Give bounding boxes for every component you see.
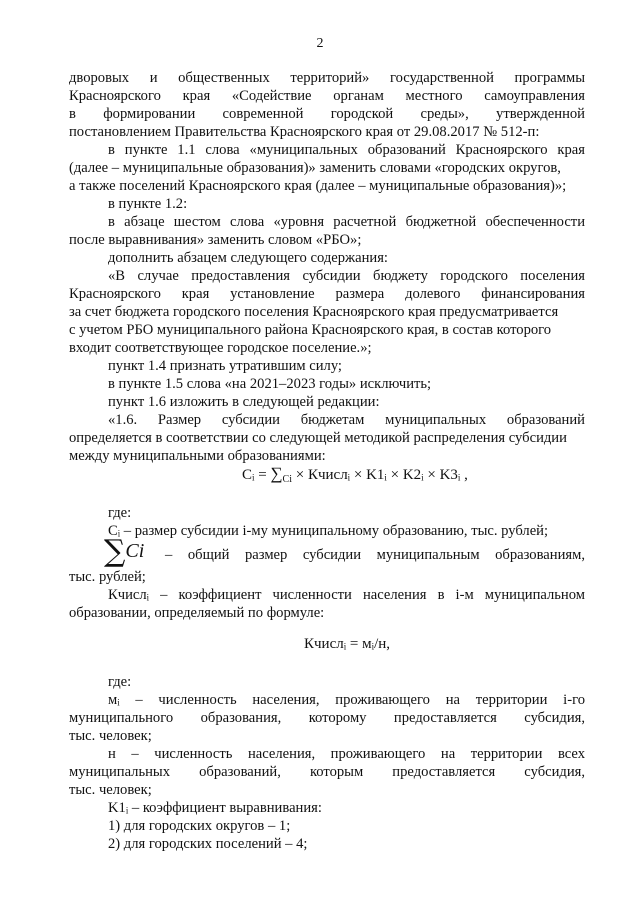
paragraph-line: тыс. человек; xyxy=(69,728,152,744)
paragraph-line: где: xyxy=(108,674,132,690)
formula-main xyxy=(242,464,468,485)
formula-rhs: × Кчислᵢ × K1ᵢ × K2ᵢ × K3ᵢ , xyxy=(292,467,468,483)
paragraph-line: муниципального образования, которому предоставляется субсидия, xyxy=(69,710,585,726)
paragraph-line: дворовых и общественных территорий» государственной программы xyxy=(69,70,585,86)
paragraph-line: в пункте 1.1 слова «муниципальных образований Красноярского края xyxy=(108,142,585,158)
ci-glyph: Ci xyxy=(125,540,145,562)
paragraph-line: в пункте 1.2: xyxy=(108,196,188,212)
sum-subscript: Ci xyxy=(282,474,292,485)
paragraph-line: между муниципальными образованиями: xyxy=(69,448,326,464)
paragraph-line: Красноярского края «Содействие органам местного самоуправления xyxy=(69,88,585,104)
paragraph-line: 2) для городских поселений – 4; xyxy=(108,836,308,852)
paragraph-line: дополнить абзацем следующего содержания: xyxy=(108,250,388,266)
paragraph-line: 1) для городских округов – 1; xyxy=(108,818,291,834)
paragraph-line: «1.6. Размер субсидии бюджетам муниципальных образований xyxy=(108,412,585,428)
paragraph-line: где: xyxy=(108,505,132,521)
paragraph-line: в формировании современной городской среды», утвержденной xyxy=(69,106,585,122)
paragraph-line: Красноярского края установление размера долевого финансирования xyxy=(69,286,585,302)
paragraph-line: определяется в соответствии со следующей методикой распределения субсидии xyxy=(69,430,567,446)
paragraph-line: входит соответствующее городское поселение.»; xyxy=(69,340,372,356)
paragraph-line: Кчислᵢ – коэффициент численности населения в i-м муниципальном xyxy=(108,587,585,603)
paragraph-line: за счет бюджета городского поселения Красноярского края предусматривается xyxy=(69,304,559,320)
paragraph-line: «В случае предоставления субсидии бюджету городского поселения xyxy=(108,268,585,284)
paragraph-line: – общий размер субсидии муниципальным образованиям, xyxy=(165,547,585,563)
paragraph-line: пункт 1.4 признать утратившим силу; xyxy=(108,358,342,374)
paragraph-line: (далее – муниципальные образования)» заменить словами «городских округов, xyxy=(69,160,561,176)
paragraph-line: н – численность населения, проживающего на территории всех xyxy=(108,746,585,762)
paragraph-line: с учетом РБО муниципального района Красноярского края, в состав которого xyxy=(69,322,552,338)
paragraph-line: пункт 1.6 изложить в следующей редакции: xyxy=(108,394,380,410)
paragraph-line: постановлением Правительства Красноярского края от 29.08.2017 № 512-п: xyxy=(69,124,540,140)
paragraph-line: в пункте 1.5 слова «на 2021–2023 годы» исключить; xyxy=(108,376,432,392)
paragraph-line: Cᵢ – размер субсидии i-му муниципальному образованию, тыс. рублей; xyxy=(108,523,549,539)
paragraph-line: после выравнивания» заменить словом «РБО»; xyxy=(69,232,362,248)
paragraph-line: тыс. человек; xyxy=(69,782,152,798)
paragraph-line: образовании, определяемый по формуле: xyxy=(69,605,325,621)
sum-symbol xyxy=(104,534,144,569)
paragraph-line: в абзаце шестом слова «уровня расчетной бюджетной обеспеченности xyxy=(108,214,585,230)
paragraph-line: а также поселений Красноярского края (далее – муниципальные образования)»; xyxy=(69,178,567,194)
sigma-glyph: ∑ xyxy=(104,534,126,569)
formula-kchisl: Кчислᵢ = мᵢ/н, xyxy=(304,636,391,652)
paragraph-line: K1ᵢ – коэффициент выравнивания: xyxy=(108,800,322,816)
paragraph-line: мᵢ – численность населения, проживающего на территории i-го xyxy=(108,692,585,708)
formula-lhs: Cᵢ = xyxy=(242,467,271,483)
paragraph-line: муниципальных образований, которым предоставляется субсидия, xyxy=(69,764,585,780)
sum-sign: ∑ xyxy=(270,464,283,483)
page-number: 2 xyxy=(316,36,324,51)
paragraph-line: тыс. рублей; xyxy=(69,569,146,585)
